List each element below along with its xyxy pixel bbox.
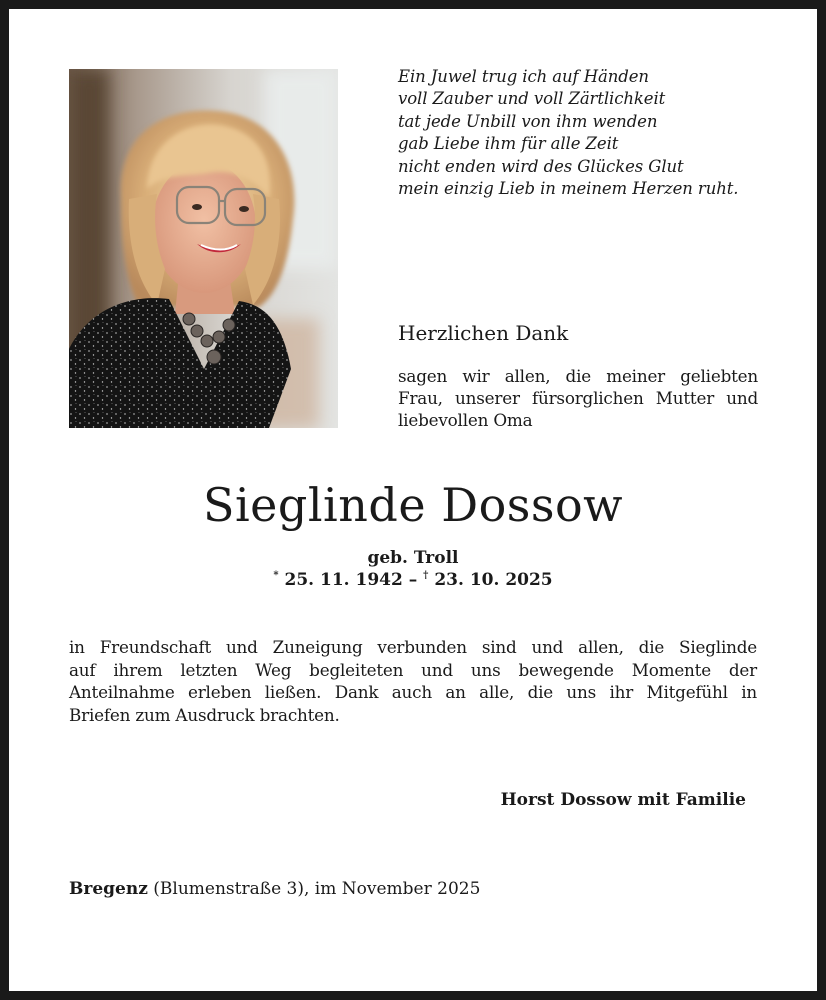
body-line: auf ihrem letzten Weg begleiteten und uns bewegende Momente der	[69, 659, 757, 680]
death-symbol: †	[423, 570, 429, 581]
portrait-photo	[69, 69, 338, 428]
thanks-body	[69, 636, 757, 726]
poem-line: gab Liebe ihm für alle Zeit	[398, 134, 619, 154]
birth-date: 25. 11. 1942	[284, 570, 403, 590]
body-line: Anteilnahme erleben ließen. Dank auch an alle, die uns ihr Mitgefühl in	[69, 682, 757, 703]
body-line: in Freundschaft und Zuneigung verbunden sind und allen, die Sieglinde	[69, 637, 757, 657]
signature: Horst Dossow mit Familie	[500, 790, 746, 810]
place-rest: (Blumenstraße 3), im November 2025	[147, 879, 481, 899]
place-and-date	[69, 879, 480, 899]
thanks-line: liebevollen Oma	[398, 410, 533, 430]
thanks-text	[398, 365, 758, 431]
life-dates	[0, 570, 826, 590]
poem	[398, 66, 778, 200]
date-dash: –	[408, 570, 418, 590]
thanks-line: sagen wir allen, die meiner geliebten	[398, 366, 758, 386]
poem-line: tat jede Unbill von ihm wenden	[398, 111, 658, 131]
birth-name: geb. Troll	[367, 548, 459, 568]
body-line: Briefen zum Ausdruck brachten.	[69, 704, 340, 725]
poem-line: nicht enden wird des Glückes Glut	[398, 156, 684, 176]
place-city: Bregenz	[69, 879, 148, 899]
poem-line: Ein Juwel trug ich auf Händen	[398, 67, 649, 86]
poem-line: voll Zauber und voll Zärtlichkeit	[398, 89, 666, 109]
poem-line: mein einzig Lieb in meinem Herzen ruht.	[398, 179, 739, 199]
thanks-line: Frau, unserer fürsorglichen Mutter und	[398, 388, 758, 408]
portrait-image	[69, 69, 338, 428]
death-date: 23. 10. 2025	[434, 570, 553, 590]
birth-symbol: *	[273, 570, 279, 581]
deceased-name: Sieglinde Dossow	[202, 478, 624, 532]
thanks-heading: Herzlichen Dank	[398, 321, 569, 345]
